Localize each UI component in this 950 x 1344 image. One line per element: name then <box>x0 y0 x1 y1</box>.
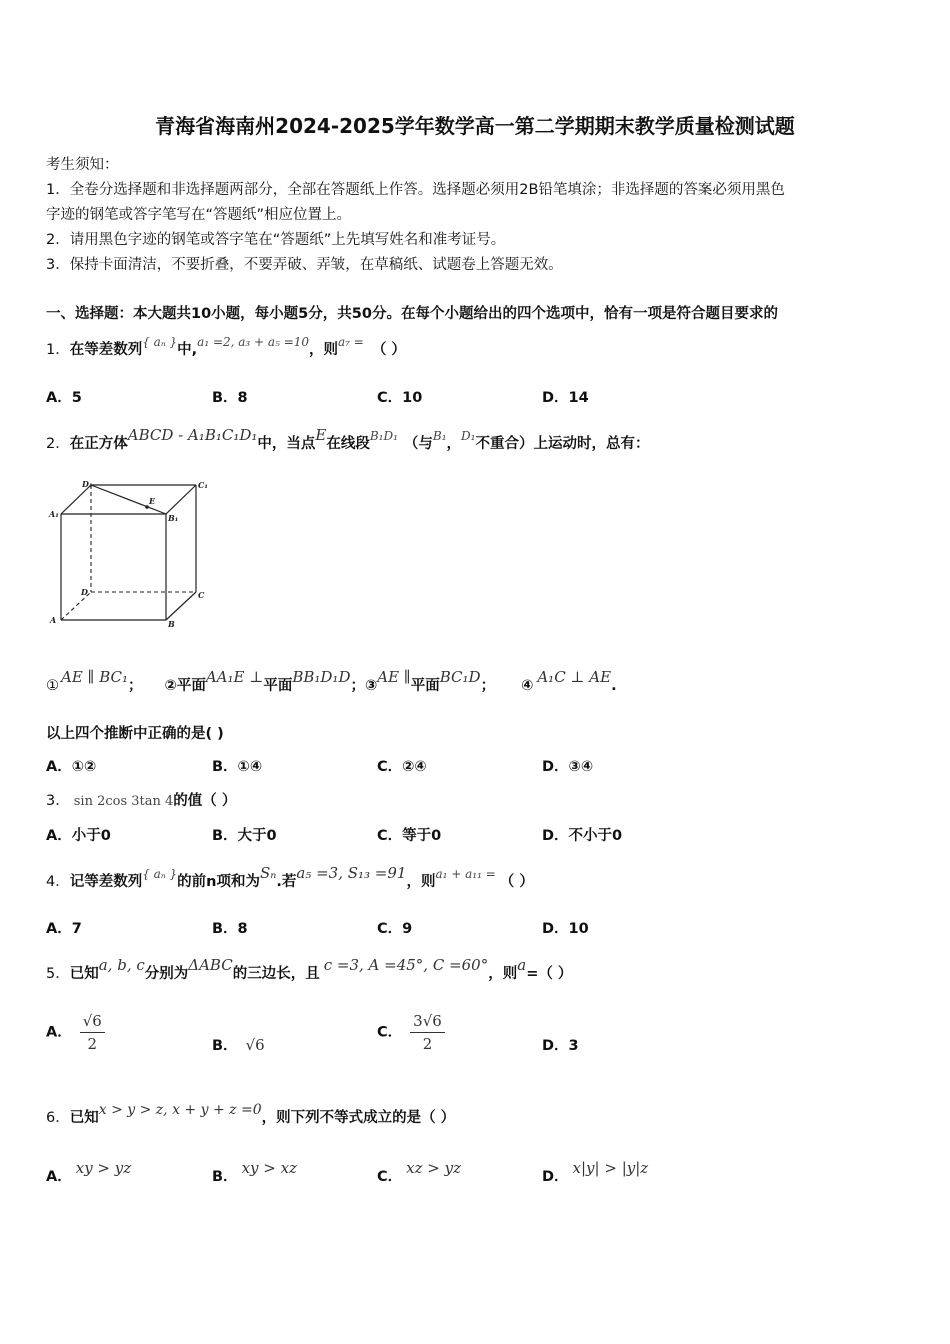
q1-option-c: C．10 <box>377 390 423 406</box>
q4-option-a: A．7 <box>46 921 82 937</box>
cube-figure <box>44 476 224 631</box>
q1-option-a: A．5 <box>46 390 82 406</box>
q5-option-d: D．3 <box>542 1038 579 1054</box>
notice-item-1b: 字迹的钢笔或答字笔写在“答题纸”相应位置上。 <box>46 207 352 223</box>
section-heading: 一、选择题：本大题共10小题，每小题5分，共50分。在每个小题给出的四个选项中，恰有一项是符合题目要求的 <box>46 306 778 322</box>
label-c1: C₁ <box>198 480 208 490</box>
label-e: E <box>149 496 156 506</box>
label-d1: D₁ <box>82 479 93 489</box>
q4-option-b: B．8 <box>212 921 248 937</box>
label-b1: B₁ <box>168 513 179 523</box>
label-a: A <box>50 615 57 625</box>
q1-option-d: D．14 <box>542 390 589 406</box>
q5-option-a: A． $\frac{√6}{2}$ <box>46 1012 105 1053</box>
notice-item-2: 2．请用黑色字迹的钢笔或答字笔在“答题纸”上先填写姓名和准考证号。 <box>46 232 506 248</box>
q2-option-a: A．①② <box>46 759 97 775</box>
q1-option-b: B．8 <box>212 390 248 406</box>
edge-a1-d1 <box>61 485 91 514</box>
q6-option-a: A． xy > yz <box>46 1159 132 1185</box>
question-5: 5．已知a, b, c分别为ΔABC的三边长，且 c =3, A =45°, C =60°，则a=（ ） <box>46 956 573 982</box>
question-1: 1．在等差数列$^{\{ a_n \}}$中,$^{a_1 =2, a_3 + a_5 =10}$，则$^{a_7 =}$ （ ） <box>46 335 406 358</box>
notice-item-1a: 1．全卷分选择题和非选择题两部分，全部在答题纸上作答。选择题必须用2B铅笔填涂；非选择题的答案必须用黑色 <box>46 182 785 198</box>
label-a1: A₁ <box>49 509 59 519</box>
question-3: 3． sin 2cos 3tan 4的值（ ） <box>46 793 237 809</box>
q2-option-c: C．②④ <box>377 759 427 775</box>
q5-option-c: C． $\frac{3√6}{2}$ <box>377 1012 445 1053</box>
q4-option-c: C．9 <box>377 921 413 937</box>
q6-option-d: D． x|y| > |y|z <box>542 1159 649 1185</box>
q3-option-c: C．等于0 <box>377 828 442 844</box>
q2-ask: 以上四个推断中正确的是( ) <box>46 726 224 742</box>
label-c: C <box>198 590 205 600</box>
label-d: D <box>81 587 88 597</box>
question-6: 6．已知x > y > z, x + y + z =0，则下列不等式成立的是（ ） <box>46 1102 456 1126</box>
q2-option-b: B．①④ <box>212 759 263 775</box>
q6-option-c: C． xz > yz <box>377 1159 461 1185</box>
q4-option-d: D．10 <box>542 921 589 937</box>
notice-item-3: 3．保持卡面清洁，不要折叠，不要弄破、弄皱，在草稿纸、试题卷上答题无效。 <box>46 257 563 273</box>
q6-option-b: B． xy > xz <box>212 1159 297 1185</box>
question-4: 4．记等差数列$^{\{ a_n \}}$的前n项和为Sₙ.若a₅ =3, S₁₃ =91，则$^{a_1 + a_{11} =}$ （ ） <box>46 864 534 890</box>
q3-option-b: B．大于0 <box>212 828 277 844</box>
q2-statements: ① AE ∥ BC₁； ②平面AA₁E ⊥平面BB₁D₁D；③AE ∥平面BC₁D； ④ A₁C ⊥ AE. <box>46 668 617 694</box>
edge-b-c <box>166 592 196 620</box>
q3-option-d: D．不小于0 <box>542 828 623 844</box>
q5-option-b: B． √6 <box>212 1036 265 1054</box>
q3-option-a: A．小于0 <box>46 828 111 844</box>
edge-b1-c1 <box>166 485 196 514</box>
question-2: 2．在正方体ABCD - A₁B₁C₁D₁中，当点E在线段$^{B_1D_1}$ （与$^{B_1}$，$^{D_1}$不重合）上运动时，总有： <box>46 426 650 452</box>
page-title: 青海省海南州2024-2025学年数学高一第二学期期末教学质量检测试题 <box>155 114 795 138</box>
notice-heading: 考生须知： <box>46 157 119 173</box>
label-b: B <box>168 619 175 629</box>
q2-option-d: D．③④ <box>542 759 594 775</box>
